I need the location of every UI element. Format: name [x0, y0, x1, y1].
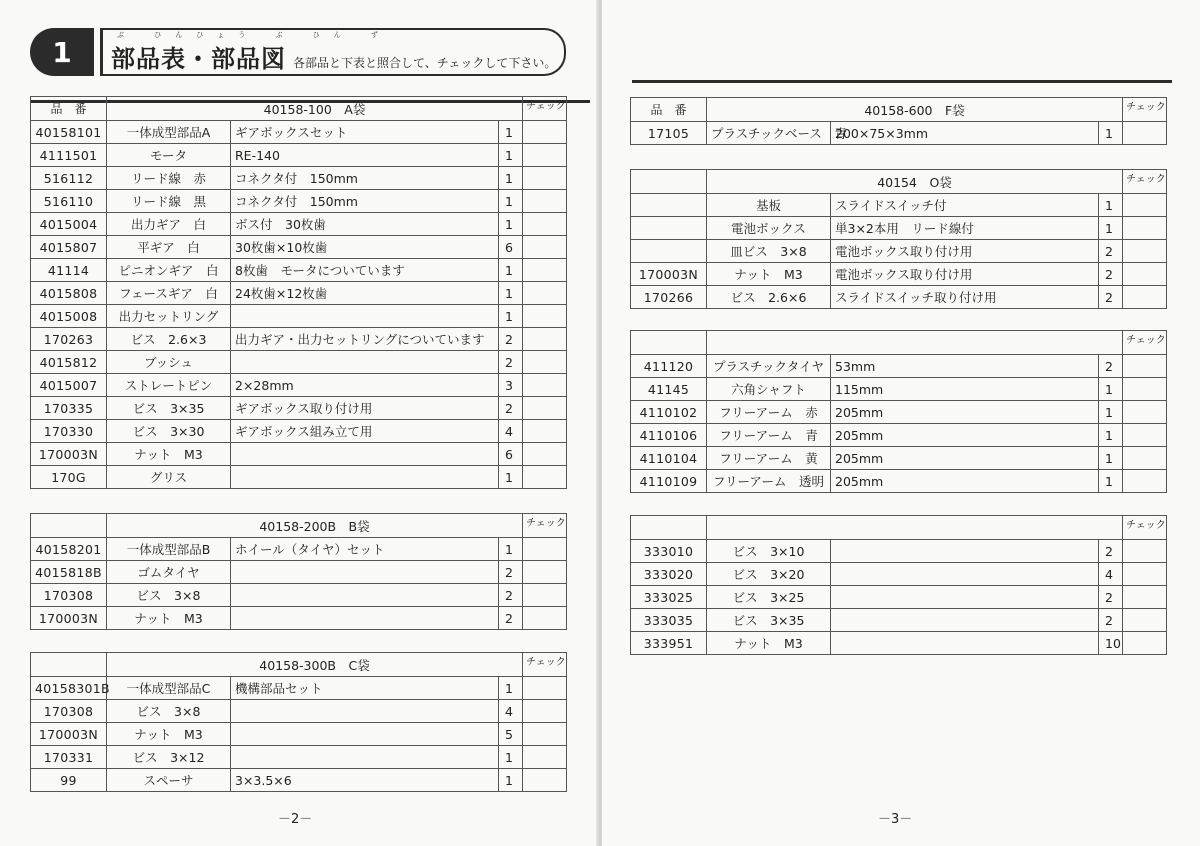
table-row — [31, 328, 567, 351]
table-row — [631, 447, 1167, 470]
page-number-right: －3－ — [878, 812, 913, 827]
check-box[interactable] — [523, 607, 567, 630]
section-subtitle: 各部品と下表と照合して、チェックして下さい。 — [293, 56, 557, 70]
table-row — [31, 700, 567, 723]
section-number-badge: 1 — [30, 28, 94, 76]
part-quantity: 4 — [499, 420, 523, 443]
part-name: ビス 3×30 — [107, 420, 231, 443]
part-quantity: 2 — [1099, 609, 1123, 632]
part-name: ナット M3 — [707, 263, 831, 286]
code-header — [31, 514, 107, 538]
part-code: 170G — [31, 466, 107, 489]
right-page — [602, 0, 1200, 846]
part-quantity: 1 — [1099, 424, 1123, 447]
part-code: 170330 — [31, 420, 107, 443]
check-box[interactable] — [1123, 563, 1167, 586]
code-header — [631, 516, 707, 540]
part-code: 411120 — [631, 355, 707, 378]
table-row — [631, 540, 1167, 563]
table-title: 40158-600 F袋 — [707, 98, 1123, 122]
part-name: ナット M3 — [707, 632, 831, 655]
part-name: ビス 3×8 — [107, 584, 231, 607]
part-name: ビス 3×8 — [107, 700, 231, 723]
part-description: 3×3.5×6 — [231, 769, 499, 792]
code-header: 品 番 — [31, 97, 107, 121]
part-description: 205mm — [831, 401, 1099, 424]
part-name: 一体成型部品A — [107, 121, 231, 144]
part-description: ボス付 30枚歯 — [231, 213, 499, 236]
check-box[interactable] — [1123, 286, 1167, 309]
parts-table-screws — [630, 515, 1167, 655]
table-row — [31, 746, 567, 769]
table-header-row — [31, 97, 567, 121]
part-quantity: 1 — [499, 167, 523, 190]
part-description: ギアボックスセット — [231, 121, 499, 144]
check-box[interactable] — [523, 374, 567, 397]
part-description: ギアボックス取り付け用 — [231, 397, 499, 420]
part-description: RE-140 — [231, 144, 499, 167]
part-name: 平ギア 白 — [107, 236, 231, 259]
part-name: ピニオンギア 白 — [107, 259, 231, 282]
part-quantity: 2 — [499, 351, 523, 374]
part-code: 170331 — [31, 746, 107, 769]
part-quantity: 1 — [499, 746, 523, 769]
part-description — [231, 607, 499, 630]
parts-table-a — [30, 96, 567, 489]
part-quantity: 1 — [499, 259, 523, 282]
table-row — [31, 561, 567, 584]
part-code: 4015808 — [31, 282, 107, 305]
check-header: チェック — [1123, 170, 1167, 194]
part-quantity: 10 — [1099, 632, 1123, 655]
part-name: ナット M3 — [107, 607, 231, 630]
part-quantity: 1 — [1099, 401, 1123, 424]
table-row — [631, 563, 1167, 586]
table-row — [31, 397, 567, 420]
check-box[interactable] — [523, 420, 567, 443]
check-box[interactable] — [523, 328, 567, 351]
check-header: チェック — [523, 653, 567, 677]
code-header: 品 番 — [631, 98, 707, 122]
part-name: プラスチックタイヤ — [707, 355, 831, 378]
part-description — [231, 700, 499, 723]
check-box[interactable] — [1123, 447, 1167, 470]
table-row — [31, 723, 567, 746]
table-row — [31, 538, 567, 561]
part-code: 40158101 — [31, 121, 107, 144]
part-description: 205mm — [831, 470, 1099, 493]
part-quantity: 2 — [1099, 240, 1123, 263]
table-row — [31, 466, 567, 489]
part-description — [231, 443, 499, 466]
part-description: 出力ギア・出力セットリングについています — [231, 328, 499, 351]
part-name: 一体成型部品C — [107, 677, 231, 700]
check-box[interactable] — [523, 723, 567, 746]
part-code: 516112 — [31, 167, 107, 190]
check-header: チェック — [1123, 516, 1167, 540]
check-box[interactable] — [1123, 586, 1167, 609]
table-row — [631, 424, 1167, 447]
part-code — [631, 194, 707, 217]
check-box[interactable] — [523, 397, 567, 420]
part-code: 333020 — [631, 563, 707, 586]
check-box[interactable] — [523, 769, 567, 792]
table-row — [31, 144, 567, 167]
check-box[interactable] — [1123, 194, 1167, 217]
check-box[interactable] — [1123, 470, 1167, 493]
part-code: 40158301B — [31, 677, 107, 700]
parts-table-c — [30, 652, 567, 792]
part-name: フリーアーム 青 — [707, 424, 831, 447]
table-row — [31, 374, 567, 397]
part-quantity: 2 — [1099, 263, 1123, 286]
table-row — [631, 586, 1167, 609]
part-quantity: 1 — [499, 190, 523, 213]
check-box[interactable] — [523, 700, 567, 723]
part-description: 電池ボックス取り付け用 — [831, 240, 1099, 263]
part-quantity: 1 — [499, 538, 523, 561]
check-box[interactable] — [1123, 378, 1167, 401]
part-name: 皿ビス 3×8 — [707, 240, 831, 263]
table-row — [631, 217, 1167, 240]
part-name: フリーアーム 黄 — [707, 447, 831, 470]
table-header-row — [631, 516, 1167, 540]
part-code: 4015818B — [31, 561, 107, 584]
part-quantity: 1 — [499, 769, 523, 792]
part-name: モータ — [107, 144, 231, 167]
check-box[interactable] — [523, 236, 567, 259]
part-quantity: 2 — [499, 397, 523, 420]
part-name: ゴムタイヤ — [107, 561, 231, 584]
part-code: 4110102 — [631, 401, 707, 424]
part-name: ビス 3×20 — [707, 563, 831, 586]
part-name: リード線 黒 — [107, 190, 231, 213]
part-code: 4110109 — [631, 470, 707, 493]
part-quantity: 1 — [499, 677, 523, 700]
check-box[interactable] — [1123, 240, 1167, 263]
part-description: 24枚歯×12枚歯 — [231, 282, 499, 305]
part-quantity: 2 — [499, 584, 523, 607]
part-code: 4015007 — [31, 374, 107, 397]
part-code: 333951 — [631, 632, 707, 655]
part-quantity: 1 — [499, 282, 523, 305]
part-description — [831, 540, 1099, 563]
part-code: 170308 — [31, 584, 107, 607]
table-row — [31, 236, 567, 259]
part-quantity: 5 — [499, 723, 523, 746]
check-box[interactable] — [523, 561, 567, 584]
check-box[interactable] — [1123, 122, 1167, 145]
part-code: 4110106 — [631, 424, 707, 447]
part-code: 4015807 — [31, 236, 107, 259]
part-quantity: 3 — [499, 374, 523, 397]
table-row — [631, 194, 1167, 217]
check-box[interactable] — [1123, 263, 1167, 286]
part-description: 2×28mm — [231, 374, 499, 397]
part-name: 電池ボックス — [707, 217, 831, 240]
table-row — [31, 443, 567, 466]
part-quantity: 2 — [499, 561, 523, 584]
part-code: 4015812 — [31, 351, 107, 374]
part-quantity: 6 — [499, 236, 523, 259]
table-row — [631, 609, 1167, 632]
part-quantity: 1 — [1099, 470, 1123, 493]
part-description: 単3×2本用 リード線付 — [831, 217, 1099, 240]
part-name: ビス 2.6×3 — [107, 328, 231, 351]
table-row — [31, 167, 567, 190]
page-number-left: －2－ — [278, 812, 313, 827]
part-name: リード線 赤 — [107, 167, 231, 190]
table-row — [631, 401, 1167, 424]
check-box[interactable] — [523, 167, 567, 190]
table-row — [31, 584, 567, 607]
part-description: スライドスイッチ取り付け用 — [831, 286, 1099, 309]
part-name: 出力セットリング — [107, 305, 231, 328]
check-box[interactable] — [1123, 424, 1167, 447]
part-description — [231, 305, 499, 328]
part-code — [631, 217, 707, 240]
check-box[interactable] — [523, 538, 567, 561]
part-quantity: 1 — [1099, 378, 1123, 401]
part-description: 205mm — [831, 424, 1099, 447]
part-quantity: 1 — [499, 144, 523, 167]
check-box[interactable] — [523, 351, 567, 374]
part-name: 一体成型部品B — [107, 538, 231, 561]
part-name: ナット M3 — [107, 723, 231, 746]
part-name: フェースギア 白 — [107, 282, 231, 305]
check-box[interactable] — [523, 305, 567, 328]
section-title-box — [100, 28, 566, 76]
part-description — [231, 561, 499, 584]
check-header: チェック — [1123, 98, 1167, 122]
check-box[interactable] — [1123, 401, 1167, 424]
table-title: 40154 O袋 — [707, 170, 1123, 194]
table-title — [707, 331, 1123, 355]
part-name: ストレートピン — [107, 374, 231, 397]
part-code: 333035 — [631, 609, 707, 632]
check-header: チェック — [523, 514, 567, 538]
check-box[interactable] — [523, 259, 567, 282]
check-header: チェック — [523, 97, 567, 121]
check-box[interactable] — [523, 584, 567, 607]
part-description — [231, 351, 499, 374]
table-row — [31, 282, 567, 305]
part-quantity: 2 — [499, 607, 523, 630]
table-header-row — [31, 653, 567, 677]
part-code: 170308 — [31, 700, 107, 723]
table-row — [31, 213, 567, 236]
part-name: スペーサ — [107, 769, 231, 792]
part-name: ナット M3 — [107, 443, 231, 466]
part-name: ビス 3×25 — [707, 586, 831, 609]
part-name: 六角シャフト — [707, 378, 831, 401]
check-box[interactable] — [523, 190, 567, 213]
part-quantity: 1 — [499, 213, 523, 236]
code-header — [31, 653, 107, 677]
part-code: 170263 — [31, 328, 107, 351]
check-box[interactable] — [1123, 540, 1167, 563]
part-quantity: 2 — [1099, 540, 1123, 563]
part-description: 200×75×3mm — [831, 122, 1099, 145]
part-description: 53mm — [831, 355, 1099, 378]
part-description: ギアボックス組み立て用 — [231, 420, 499, 443]
check-box[interactable] — [1123, 632, 1167, 655]
check-box[interactable] — [1123, 217, 1167, 240]
part-quantity: 2 — [1099, 586, 1123, 609]
part-name: ビス 3×10 — [707, 540, 831, 563]
table-row — [631, 632, 1167, 655]
check-box[interactable] — [523, 746, 567, 769]
part-code: 40158201 — [31, 538, 107, 561]
table-row — [631, 378, 1167, 401]
parts-table-f — [630, 97, 1167, 145]
part-description — [831, 563, 1099, 586]
part-name: ビス 3×35 — [107, 397, 231, 420]
part-description: 205mm — [831, 447, 1099, 470]
part-quantity: 1 — [499, 305, 523, 328]
table-row — [631, 286, 1167, 309]
part-description — [231, 584, 499, 607]
part-code: 4015008 — [31, 305, 107, 328]
table-row — [631, 470, 1167, 493]
table-row — [31, 190, 567, 213]
check-box[interactable] — [523, 121, 567, 144]
check-header: チェック — [1123, 331, 1167, 355]
part-code: 170003N — [31, 723, 107, 746]
table-row — [631, 263, 1167, 286]
table-row — [31, 259, 567, 282]
part-description — [231, 466, 499, 489]
check-box[interactable] — [1123, 355, 1167, 378]
part-code: 41114 — [31, 259, 107, 282]
part-description — [831, 609, 1099, 632]
header-rule-right — [632, 80, 1172, 83]
part-code: 99 — [31, 769, 107, 792]
part-quantity: 4 — [1099, 563, 1123, 586]
part-quantity: 1 — [499, 466, 523, 489]
table-title: 40158-300B C袋 — [107, 653, 523, 677]
table-row — [31, 769, 567, 792]
table-title: 40158-200B B袋 — [107, 514, 523, 538]
table-row — [31, 677, 567, 700]
table-row — [31, 121, 567, 144]
part-quantity: 1 — [1099, 122, 1123, 145]
part-quantity: 2 — [1099, 286, 1123, 309]
check-box[interactable] — [523, 282, 567, 305]
left-page — [0, 0, 598, 846]
part-description: スライドスイッチ付 — [831, 194, 1099, 217]
part-description: 機構部品セット — [231, 677, 499, 700]
check-box[interactable] — [523, 144, 567, 167]
part-code: 333010 — [631, 540, 707, 563]
part-code: 170003N — [31, 607, 107, 630]
part-name: ビス 2.6×6 — [707, 286, 831, 309]
part-quantity: 6 — [499, 443, 523, 466]
table-title — [707, 516, 1123, 540]
table-header-row — [31, 514, 567, 538]
part-description: 電池ボックス取り付け用 — [831, 263, 1099, 286]
part-name: プラスチックベース 青 — [707, 122, 831, 145]
part-description: 30枚歯×10枚歯 — [231, 236, 499, 259]
part-quantity: 2 — [1099, 355, 1123, 378]
part-quantity: 1 — [499, 121, 523, 144]
table-row — [31, 351, 567, 374]
part-code: 41145 — [631, 378, 707, 401]
table-row — [631, 355, 1167, 378]
section-header — [30, 28, 566, 78]
part-name: ビス 3×35 — [707, 609, 831, 632]
part-code: 170003N — [631, 263, 707, 286]
part-code: 333025 — [631, 586, 707, 609]
check-box[interactable] — [523, 213, 567, 236]
check-box[interactable] — [523, 466, 567, 489]
check-box[interactable] — [523, 677, 567, 700]
table-header-row — [631, 98, 1167, 122]
part-name: ブッシュ — [107, 351, 231, 374]
part-quantity: 1 — [1099, 447, 1123, 470]
part-name: 出力ギア 白 — [107, 213, 231, 236]
part-name: ビス 3×12 — [107, 746, 231, 769]
part-description: コネクタ付 150mm — [231, 190, 499, 213]
table-row — [631, 122, 1167, 145]
part-name: 基板 — [707, 194, 831, 217]
check-box[interactable] — [1123, 609, 1167, 632]
part-code: 516110 — [31, 190, 107, 213]
part-code: 4111501 — [31, 144, 107, 167]
part-code — [631, 240, 707, 263]
part-code: 170335 — [31, 397, 107, 420]
part-code: 170266 — [631, 286, 707, 309]
parts-table-b — [30, 513, 567, 630]
part-code: 4015004 — [31, 213, 107, 236]
table-row — [31, 305, 567, 328]
part-description: 8枚歯 モータについています — [231, 259, 499, 282]
parts-table-o — [630, 169, 1167, 309]
table-header-row — [631, 331, 1167, 355]
table-header-row — [631, 170, 1167, 194]
part-code: 170003N — [31, 443, 107, 466]
part-description: ホイール（タイヤ）セット — [231, 538, 499, 561]
part-name: フリーアーム 透明 — [707, 470, 831, 493]
part-quantity: 4 — [499, 700, 523, 723]
part-description — [831, 586, 1099, 609]
title-ruby: ぶ ひんひょう ぶ ひん ず — [117, 31, 392, 39]
table-row — [31, 607, 567, 630]
table-title: 40158-100 A袋 — [107, 97, 523, 121]
part-code: 4110104 — [631, 447, 707, 470]
check-box[interactable] — [523, 443, 567, 466]
code-header — [631, 170, 707, 194]
parts-table-misc — [630, 330, 1167, 493]
table-row — [631, 240, 1167, 263]
part-quantity: 1 — [1099, 194, 1123, 217]
part-description: 115mm — [831, 378, 1099, 401]
part-description — [231, 723, 499, 746]
table-row — [31, 420, 567, 443]
part-description — [231, 746, 499, 769]
part-description — [831, 632, 1099, 655]
code-header — [631, 331, 707, 355]
part-name: グリス — [107, 466, 231, 489]
part-name: フリーアーム 赤 — [707, 401, 831, 424]
part-quantity: 1 — [1099, 217, 1123, 240]
section-title: 部品表・部品図 — [111, 45, 286, 73]
part-quantity: 2 — [499, 328, 523, 351]
part-code: 17105 — [631, 122, 707, 145]
part-description: コネクタ付 150mm — [231, 167, 499, 190]
